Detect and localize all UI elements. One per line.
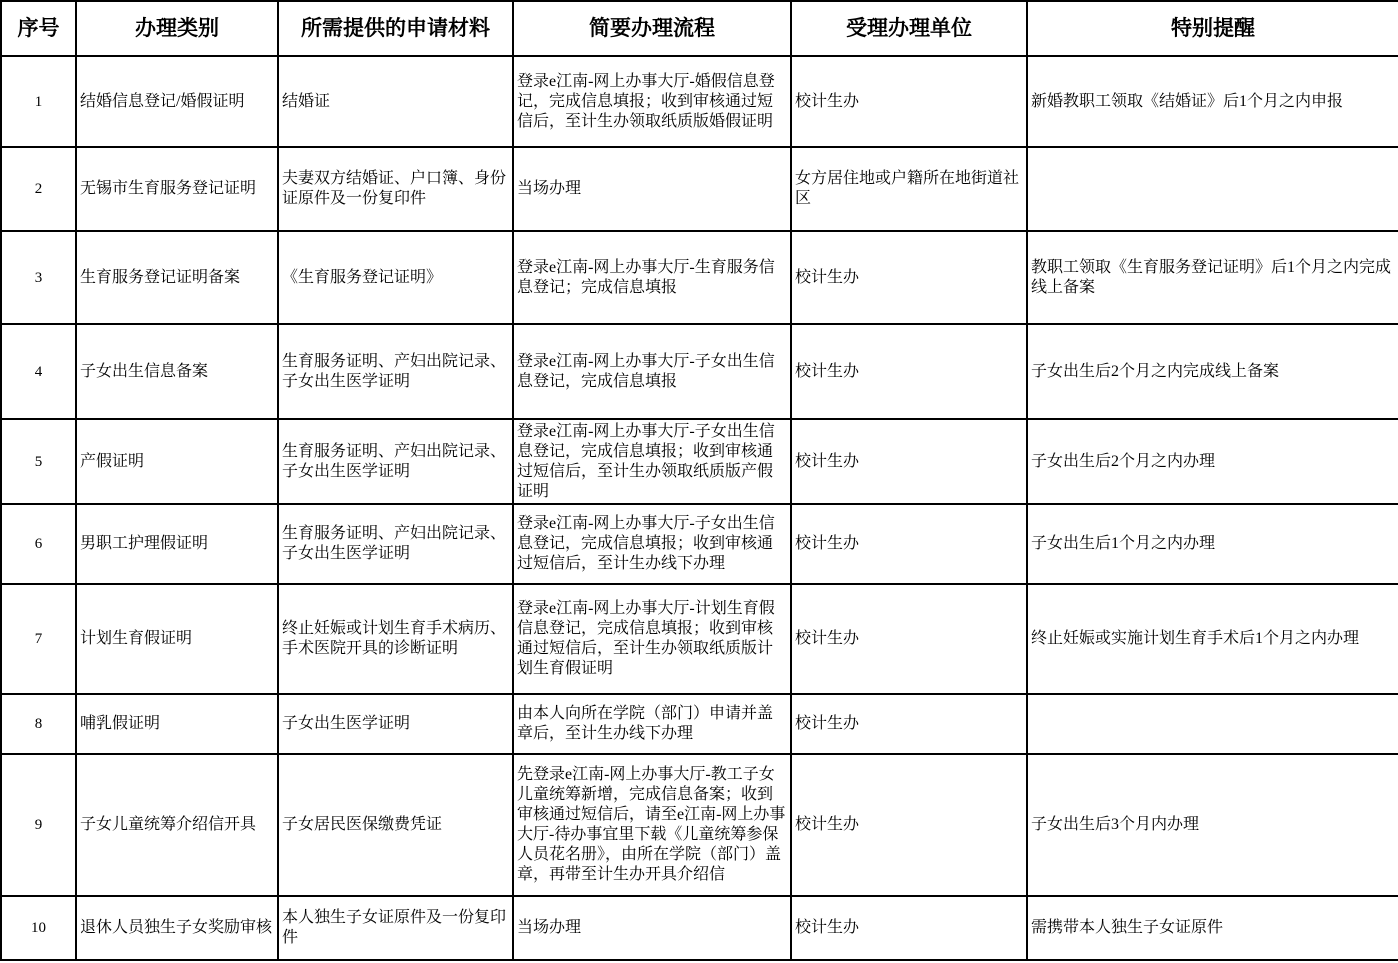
cell-process: 由本人向所在学院（部门）申请并盖章后，至计生办线下办理 bbox=[513, 694, 791, 754]
cell-materials: 结婚证 bbox=[278, 56, 513, 147]
cell-no: 9 bbox=[1, 754, 76, 896]
column-header-materials: 所需提供的申请材料 bbox=[278, 1, 513, 56]
cell-process: 登录e江南-网上办事大厅-婚假信息登记，完成信息填报；收到审核通过短信后，至计生办领取纸质版婚假证明 bbox=[513, 56, 791, 147]
table-row bbox=[1, 231, 1398, 324]
cell-no: 3 bbox=[1, 231, 76, 324]
cell-materials: 子女居民医保缴费凭证 bbox=[278, 754, 513, 896]
cell-materials: 生育服务证明、产妇出院记录、子女出生医学证明 bbox=[278, 324, 513, 419]
cell-unit: 校计生办 bbox=[791, 324, 1027, 419]
cell-unit: 校计生办 bbox=[791, 56, 1027, 147]
cell-reminder: 新婚教职工领取《结婚证》后1个月之内申报 bbox=[1027, 56, 1398, 147]
cell-reminder: 子女出生后3个月内办理 bbox=[1027, 754, 1398, 896]
column-header-unit: 受理办理单位 bbox=[791, 1, 1027, 56]
cell-materials: 生育服务证明、产妇出院记录、子女出生医学证明 bbox=[278, 419, 513, 504]
cell-materials: 子女出生医学证明 bbox=[278, 694, 513, 754]
cell-unit: 校计生办 bbox=[791, 584, 1027, 694]
cell-reminder bbox=[1027, 694, 1398, 754]
cell-reminder: 子女出生后2个月之内完成线上备案 bbox=[1027, 324, 1398, 419]
table-row bbox=[1, 504, 1398, 584]
cell-category: 计划生育假证明 bbox=[76, 584, 278, 694]
table-header bbox=[1, 1, 1398, 56]
column-header-category: 办理类别 bbox=[76, 1, 278, 56]
cell-materials: 生育服务证明、产妇出院记录、子女出生医学证明 bbox=[278, 504, 513, 584]
cell-no: 6 bbox=[1, 504, 76, 584]
cell-no: 1 bbox=[1, 56, 76, 147]
cell-category: 子女儿童统筹介绍信开具 bbox=[76, 754, 278, 896]
cell-process: 登录e江南-网上办事大厅-子女出生信息登记，完成信息填报；收到审核通过短信后，至计生办线下办理 bbox=[513, 504, 791, 584]
cell-no: 10 bbox=[1, 896, 76, 960]
cell-unit: 校计生办 bbox=[791, 419, 1027, 504]
table-row bbox=[1, 754, 1398, 896]
cell-no: 7 bbox=[1, 584, 76, 694]
cell-process: 登录e江南-网上办事大厅-子女出生信息登记，完成信息填报 bbox=[513, 324, 791, 419]
cell-reminder bbox=[1027, 147, 1398, 231]
table-row bbox=[1, 896, 1398, 960]
cell-process: 当场办理 bbox=[513, 147, 791, 231]
cell-category: 产假证明 bbox=[76, 419, 278, 504]
cell-category: 退休人员独生子女奖励审核 bbox=[76, 896, 278, 960]
cell-unit: 女方居住地或户籍所在地街道社区 bbox=[791, 147, 1027, 231]
cell-process: 登录e江南-网上办事大厅-生育服务信息登记；完成信息填报 bbox=[513, 231, 791, 324]
table-row bbox=[1, 584, 1398, 694]
cell-unit: 校计生办 bbox=[791, 231, 1027, 324]
cell-no: 2 bbox=[1, 147, 76, 231]
cell-category: 结婚信息登记/婚假证明 bbox=[76, 56, 278, 147]
cell-materials: 本人独生子女证原件及一份复印件 bbox=[278, 896, 513, 960]
cell-unit: 校计生办 bbox=[791, 896, 1027, 960]
cell-category: 子女出生信息备案 bbox=[76, 324, 278, 419]
table-body bbox=[1, 56, 1398, 960]
cell-process: 先登录e江南-网上办事大厅-教工子女儿童统筹新增，完成信息备案；收到审核通过短信后，请至e江南-网上办事大厅-待办事宜里下载《儿童统筹参保人员花名册》，由所在学院（部门）盖章，再带至计生办开具介绍信 bbox=[513, 754, 791, 896]
cell-reminder: 子女出生后1个月之内办理 bbox=[1027, 504, 1398, 584]
cell-no: 4 bbox=[1, 324, 76, 419]
cell-reminder: 教职工领取《生育服务登记证明》后1个月之内完成线上备案 bbox=[1027, 231, 1398, 324]
column-header-reminder: 特别提醒 bbox=[1027, 1, 1398, 56]
cell-reminder: 终止妊娠或实施计划生育手术后1个月之内办理 bbox=[1027, 584, 1398, 694]
column-header-no: 序号 bbox=[1, 1, 76, 56]
table-row bbox=[1, 56, 1398, 147]
cell-process: 登录e江南-网上办事大厅-子女出生信息登记，完成信息填报；收到审核通过短信后，至计生办领取纸质版产假证明 bbox=[513, 419, 791, 504]
cell-process: 当场办理 bbox=[513, 896, 791, 960]
cell-unit: 校计生办 bbox=[791, 694, 1027, 754]
cell-category: 哺乳假证明 bbox=[76, 694, 278, 754]
cell-no: 8 bbox=[1, 694, 76, 754]
table-row bbox=[1, 324, 1398, 419]
header-row bbox=[1, 1, 1398, 56]
cell-category: 生育服务登记证明备案 bbox=[76, 231, 278, 324]
cell-process: 登录e江南-网上办事大厅-计划生育假信息登记，完成信息填报；收到审核通过短信后，至计生办领取纸质版计划生育假证明 bbox=[513, 584, 791, 694]
cell-materials: 夫妻双方结婚证、户口簿、身份证原件及一份复印件 bbox=[278, 147, 513, 231]
cell-materials: 终止妊娠或计划生育手术病历、手术医院开具的诊断证明 bbox=[278, 584, 513, 694]
cell-materials: 《生育服务登记证明》 bbox=[278, 231, 513, 324]
table-row bbox=[1, 147, 1398, 231]
column-header-process: 简要办理流程 bbox=[513, 1, 791, 56]
table-row bbox=[1, 419, 1398, 504]
cell-reminder: 子女出生后2个月之内办理 bbox=[1027, 419, 1398, 504]
cell-unit: 校计生办 bbox=[791, 754, 1027, 896]
table-row bbox=[1, 694, 1398, 754]
cell-category: 男职工护理假证明 bbox=[76, 504, 278, 584]
cell-category: 无锡市生育服务登记证明 bbox=[76, 147, 278, 231]
cell-no: 5 bbox=[1, 419, 76, 504]
cell-unit: 校计生办 bbox=[791, 504, 1027, 584]
cell-reminder: 需携带本人独生子女证原件 bbox=[1027, 896, 1398, 960]
